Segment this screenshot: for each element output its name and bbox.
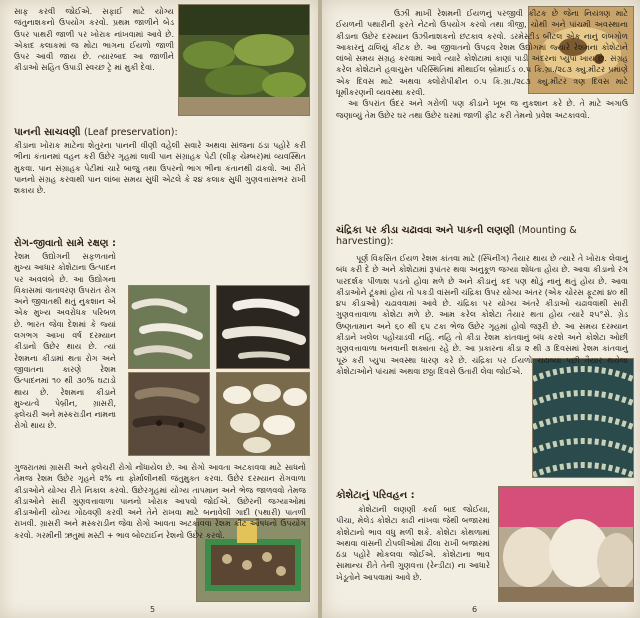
disease-text-wrap	[14, 251, 306, 432]
leaf-preservation-title-en: (Leaf preservation):	[84, 127, 178, 138]
mounting-title: ચંદ્રિકા પર કીડા ચઢાવવા અને પાકની લણણી	[336, 225, 515, 236]
disease-heading-wrap	[14, 238, 306, 249]
transport-text-wrap	[336, 504, 490, 583]
transport-text: કોશેટાની લણણી કર્યા બાદ જોઈયા, પીચા, મેલેડ કોશેટા કાઢી નાંખવા જેથી બજારમાં કોશેટાનો ભાવ વધુ મળી શકે. કોશેટા કોથળામાં અથવા વાંસની ટોપલીઓમાં ઢીલા રાખી બજારમાં ઠંડા પહોરે મોકલવા જોઈએ. કોશેટાના ભાવ સામાન્ય રીતે તેની ગુણવત્તા (રેન્ડીટા) ના આધારે ખેડૂતોને આપવામાં આવે છે.	[336, 505, 490, 582]
transport-heading: કોશેટાનું પરિવહન :	[336, 490, 415, 501]
mounting-heading	[336, 225, 628, 247]
page-number-left: 5	[150, 605, 156, 614]
mounting-text: પૂર્ણ વિકસિત ઈયળ રેશમ કાંતવા માટે (સ્પિનીંગ) તૈયાર થાય છે ત્યારે તે ખોરાક લેવાનું બંધ કરી દે છે અને કોશેટામાં રૂપાંતર થવા અનુકૂળ જગ્યા શોધતા હોય છે. આવા કીડાનો રંગ પારદર્શક પીળાશ પડતો હોવા મળે છે અને કીડાનું કદ પણ થોડું નાનું થતું હોય છે. આવા કીડાઓને ટૂંકમાં હોય તો પકડી વાંસની ચંદ્રિકા ઉપર યોગ્ય અંતર (એક ચોરસ ફૂટમાં ૪૦ થી ૪૫ કીડાઓ) ચઢાવવામાં આવે છે. ચંદ્રિકા પર યોગ્ય અંતરે કીડાઓ ચઢાવવાથી સારી ગુણવત્તાવાળા કોશેટા મળે છે. આમ કરેલ કોશેટા તૈયાર થતા હોય ત્યારે ૨૫°સે. ગ્રેડ ઉષ્ણતામાન અને ૬૦ થી ૬૫ ટકા ભેજ ઉછેર ગૃહમાં હોવો જરૂરી છે. આ સમય દરમ્યાન કીડાને ખલેલ પહોંચાડવી નહિ. નહિ તો કીડા રેશમ કાંતવાનું બંધ કરશે અને કોશેટા ઓછી ગુણવત્તાવાળા બનવાની શક્યતા રહે છે. આ પ્રકારના કીડા ૨ થી ૩ દિવસમાં રેશમ કાંતવાનું પૂરું કરી પ્યુપા અવસ્થા ધારણ કરે છે. ચંદ્રિકા પર ઈયળો ચઢાવ્યા પછી તૈયાર થયેલા કોશેટાઓને પાંચમાં અથવા છઠ્ઠા દિવસે ઉતારી લેવા જોઈએ.	[336, 254, 628, 376]
mounting-heading-wrap	[336, 225, 628, 247]
page-number-right: 6	[472, 605, 478, 614]
mounting-text-wrap	[336, 253, 628, 377]
leaf-preservation-heading	[14, 127, 306, 138]
leaf-preservation-section	[14, 127, 306, 196]
disease-text2-wrap	[14, 462, 306, 541]
mounting-title-en: (Mounting & harvesting):	[336, 225, 577, 247]
transport-heading-wrap	[336, 490, 492, 501]
uzi-text: ઉઝી માખી રેશમની ઈયળનું પરજીવી કીટક છે જેના નિયંત્રણ માટે ઈયળની પથારીની ફરતે નેટનો ઉપયોગ કરવો તથા ત્રીજી, ચોથી અને પાંચમી અવસ્થાના કીડાના ઉછેર દરમ્યાન ઉઝીનાશકનો છંટકાવ કરવો. ડરમેસ્ટીડ બીટલ એક નાનું લંબગોળ આકારનું ઢાલિયું કીટક છે. આ જીવાતનો ઉપદ્રવ રેશમ ઉદ્યોગમાં જ્યારે રેશમના કોશેટાને લાંબો સમય સંગ્રહ કરવામાં આવે ત્યારે કોશેટામાં કાણાં પાડી અંદરના પ્યુપા ખાય છે. સંગ્રહ કરેલ કોશેટાને હવાચુસ્ત પરિસ્થિતિમાં મીથાઈલ બ્રોમાઈડ ૦.૫ કિ.ગ્રા./૨૮૩ ક્યુ.મીટર પ્રમાણે એક દિવસ માટે અથવા ક્લોરોપીક્રીન ૦.૫ કિ.ગ્રા./૨૮૩ ક્યુ.મીટર ત્રણ દિવસ માટે ધૂમીકરણની વ્યવસ્થા કરવી.	[336, 9, 628, 98]
photo-cocoon-sacks	[498, 486, 634, 602]
disease-heading: રોગ-જીવાતો સામે રક્ષણ :	[14, 238, 116, 249]
disease-text-2: ગુજરાતમાં ગ્રાસરી અને ફ્લેચરી રોગો નોંધાયેલ છે. આ રોગો આવતા અટકાવવા માટે સાધનો તેમજ રેશમ ઉછેર ગૃહને ૨% ના ફોર્માલીનથી જંતુમુક્ત કરવા. ઉછેર દરમ્યાન રોગવાળા કીડાઓને યોગ્ય રીતે નિકાલ કરવો. ઉછેરગૃહમાં યોગ્ય તાપમાન અને ભેજ જાળવવો તેમજ કીડાઓને સારી ગુણવત્તાવાળા પાનનો ખોરાક આપવો જોઈએ. ઉછેરની જગ્યાઓમાં કીડાઓની યોગ્ય ગોઠવણી કરવી અને તેને રાખવા માટે બનાવેલી ગાદી (પથારી) પાતળી રાખવી. ગ્રાસરી અને મસ્કરાડીન જેવા રોગો આવતા અટકાવવા રેશમ કીટ ઔષધનો ઉપયોગ કરવો. ગરમીની ઋતુમાં મસ્ટી + ભાવ બોલ્ટાઈન રેશનો ઉછેર કરવો.	[14, 463, 306, 540]
ant-text: આ ઉપરાંત ઉંદર અને ગરોળી પણ કીડાને ખૂબ જ નુકશાન કરે છે. તે માટે અગાઉ જણાવ્યું તેમ ઉછેર ઘર તથા ઉછેર ઘરમાં જાળી ફીટ કરી તેમનો પ્રવેશ અટકાવવો.	[336, 99, 628, 120]
left-page	[0, 0, 318, 618]
intro-column	[14, 6, 174, 74]
leaf-preservation-title: પાનની સાચવણી	[14, 127, 81, 138]
right-page	[322, 0, 640, 618]
leaf-preservation-text: કીડાના ખોરાક માટેના શેતુરના પાનની વીણી વહેલી સવારે અથવા સાંજના ઠંડા પહોરે કરી ભીના કંતાનમાં વહન કરી ઉછેર ગૃહમાં લાવી પાન સંગ્રાહક પેટી (લીફ ચેમ્બર)માં વ્યવસ્થિત મુકવા. પાન સંગ્રાહક પેટીમાં ચારે બાજુ તથા ઉપરનો ભાગ ભીના કંતાનથી ઢાંકવો. આ રીતે પાનનો સંગ્રહ કરવાથી પાન લાંબા સમય સુધી એટલે કે ૨૪ કલાક સુધી ગુણવત્તાસભર રાખી શકાય છે.	[14, 141, 306, 196]
disease-text-1: રેશમ ઉદ્યોગની સફળતાનો મુખ્ય આધાર કોશેટાના ઉત્પાદન પર અવલંબે છે. આ ઉદ્યોગના વિકાસમાં વાતાવરણ ઉપરાંત રોગ અને જીવાતથી થતું નુકશાન એ એક મુખ્ય અવરોધક પરિબળ છે. ભારત જેવા દેશમાં કે જ્યાં લગભગ આખા વર્ષ દરમ્યાન કીડાનો ઉછેર થાય છે. ત્યાં રેશમના કીડામાં થતા રોગ અને જીવાતના કારણે રેશમ ઉત્પાદનમાં ૧૦ થી ૩૦% ઘટાડો થાય છે. રેશમના કીડાને મુખ્યત્વે પેબ્રીન, ગ્રાસરી, ફ્લેચરી અને મસ્કરાડીન નામના રોગો થાય છે.	[14, 252, 116, 431]
uzi-column	[336, 8, 628, 121]
intro-text: સાફ કરવી જોઈએ. સફાઈ માટે યોગ્ય જંતુનાશકનો ઉપયોગ કરવો. પ્રથમ જાળીને બેડ ઉપર પાથરી જાળી પર ખોરાક નાંખવામાં આવે છે. એકાદ કલાકમાં જ મોટા ભાગના ઈયળો જાળી ઉપર આવી જાય છે. ત્યારબાદ આ જાળીને કીડાઓ સહિત ઉપાડી સ્વચ્છ ટ્રે માં મુકી દેવાં.	[14, 7, 174, 73]
photo-leaf-tray	[178, 4, 310, 116]
